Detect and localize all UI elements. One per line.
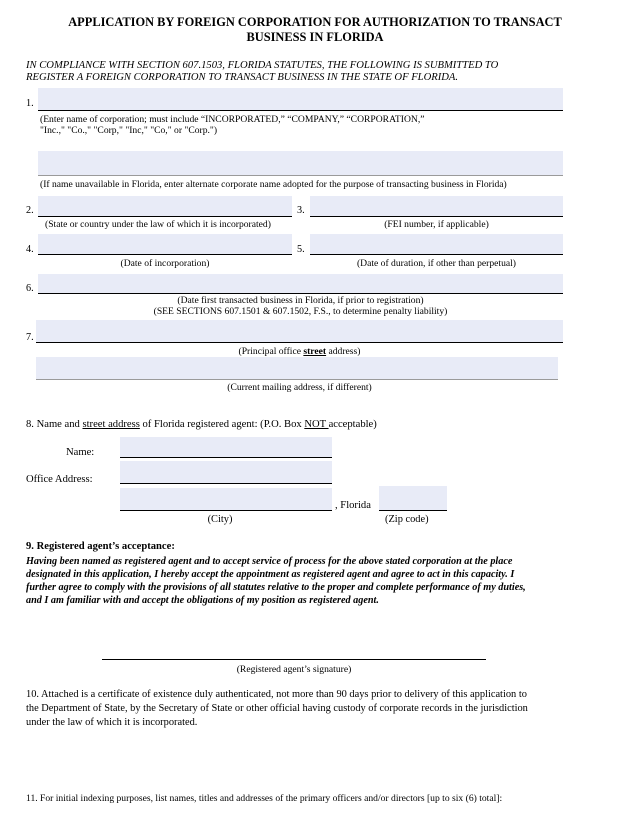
mailing-address-caption: (Current mailing address, if different) [227, 382, 372, 393]
item-number-4: 4. [26, 244, 34, 255]
city-caption: (City) [207, 514, 233, 525]
item-number-3: 3. [297, 205, 305, 216]
agent-signature-caption: (Registered agent’s signature) [236, 664, 352, 675]
acceptance-line2: designated in this application, I hereby accept the appointment as registered agent and agree to act in this capacity. I [26, 569, 515, 580]
date-of-incorporation-field[interactable] [38, 234, 292, 255]
date-first-transacted-field[interactable] [38, 274, 563, 294]
agent-name-field[interactable] [120, 437, 332, 458]
zip-code-caption: (Zip code) [385, 514, 429, 525]
city-field[interactable] [120, 488, 332, 511]
principal-office-caption: (Principal office street address) [238, 346, 361, 357]
alternate-name-caption: (If name unavailable in Florida, enter alternate corporate name adopted for the purpose of transacting business in Florida) [40, 179, 507, 190]
agent-name-label: Name: [66, 447, 95, 458]
item-number-6: 6. [26, 283, 34, 294]
principal-office-field[interactable] [36, 320, 563, 343]
office-address-label: Office Address: [26, 474, 93, 485]
corporation-name-caption-line2: "Inc.," "Co.," "Corp," "Inc," "Co," or "Corp.") [40, 125, 218, 136]
date-of-duration-field[interactable] [310, 234, 563, 255]
agent-signature-line[interactable] [102, 640, 486, 660]
florida-label: , Florida [335, 500, 371, 511]
date-of-incorporation-caption: (Date of incorporation) [120, 258, 210, 269]
zip-code-field[interactable] [379, 486, 447, 511]
date-of-duration-caption: (Date of duration, if other than perpetual) [356, 258, 517, 269]
intro-line2: REGISTER A FOREIGN CORPORATION TO TRANSACT BUSINESS IN THE STATE OF FLORIDA. [26, 72, 458, 83]
item-number-5: 5. [297, 244, 305, 255]
date-first-transacted-caption-line2: (SEE SECTIONS 607.1501 & 607.1502, F.S., to determine penalty liability) [153, 306, 448, 317]
intro-line1: IN COMPLIANCE WITH SECTION 607.1503, FLORIDA STATUTES, THE FOLLOWING IS SUBMITTED TO [26, 60, 499, 71]
form-title-line2: BUSINESS IN FLORIDA [246, 30, 384, 44]
fei-number-caption: (FEI number, if applicable) [384, 219, 489, 230]
state-of-incorporation-field[interactable] [38, 196, 292, 217]
certificate-line3: under the law of which it is incorporated. [26, 717, 198, 728]
mailing-address-field[interactable] [36, 357, 558, 380]
officers-instruction: 11. For initial indexing purposes, list names, titles and addresses of the primary officers and/or directors [up to six (6) total]: [26, 793, 503, 804]
item-number-2: 2. [26, 205, 34, 216]
item-number-1: 1. [26, 98, 34, 109]
acceptance-line3: further agree to comply with the provisions of all statutes relative to the proper and complete performance of my duties, [26, 582, 526, 593]
form-title-line1: APPLICATION BY FOREIGN CORPORATION FOR AUTHORIZATION TO TRANSACT [68, 15, 562, 29]
acceptance-line4: and I am familiar with and accept the obligations of my position as registered agent. [26, 595, 379, 606]
certificate-line2: the Department of State, by the Secretary of State or other official having custody of corporate records in the jurisdiction [26, 703, 528, 714]
corporation-name-caption-line1: (Enter name of corporation; must include “INCORPORATED,” “COMPANY,” “CORPORATION,” [40, 114, 425, 125]
office-address-field[interactable] [120, 461, 332, 484]
acceptance-heading: 9. Registered agent’s acceptance: [26, 541, 175, 552]
corporation-name-field[interactable] [38, 88, 563, 111]
alternate-name-field[interactable] [38, 151, 563, 176]
item-number-7: 7. [26, 332, 34, 343]
date-first-transacted-caption-line1: (Date first transacted business in Florida, if prior to registration) [177, 295, 424, 306]
state-of-incorporation-caption: (State or country under the law of which it is incorporated) [45, 219, 271, 230]
acceptance-line1: Having been named as registered agent and to accept service of process for the above stated corporation at the place [26, 556, 513, 567]
fei-number-field[interactable] [310, 196, 563, 217]
registered-agent-heading: 8. Name and street address of Florida registered agent: (P.O. Box NOT acceptable) [26, 419, 377, 430]
certificate-line1: 10. Attached is a certificate of existence duly authenticated, not more than 90 days prior to delivery of this application to [26, 689, 527, 700]
